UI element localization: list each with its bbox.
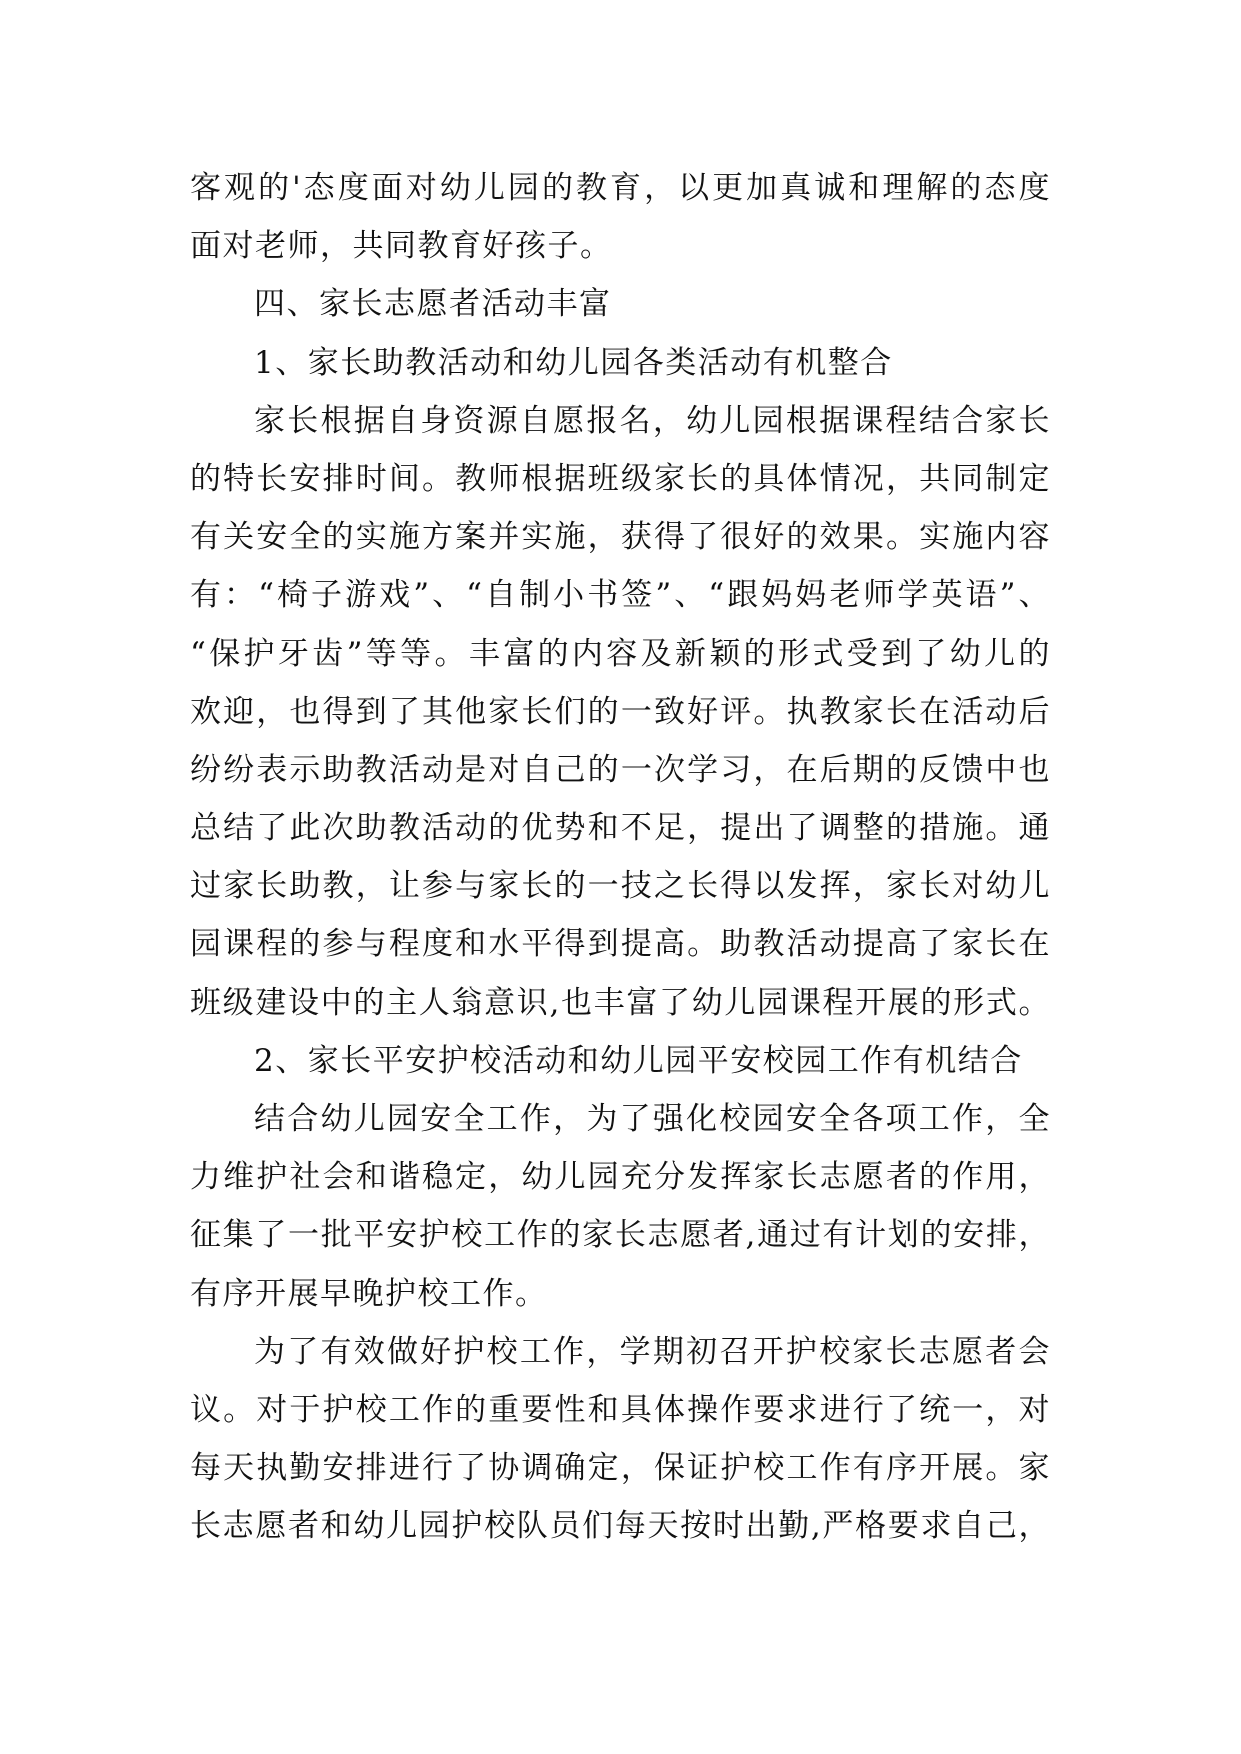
- text-line: 征集了一批平安护校工作的家长志愿者,通过有计划的安排，: [190, 1217, 1051, 1254]
- text-line: 议。对于护校工作的重要性和具体操作要求进行了统一，对: [190, 1391, 1051, 1428]
- text-line: 的特长安排时间。教师根据班级家长的具体情况，共同制定: [190, 460, 1051, 497]
- paragraph: [190, 392, 1051, 1032]
- text-line: 有序开展早晚护校工作。: [190, 1275, 548, 1312]
- text-line: 有关安全的实施方案并实施，获得了很好的效果。实施内容: [190, 519, 1051, 556]
- text-line: 长志愿者和幼儿园护校队员们每天按时出勤,严格要求自己，: [190, 1508, 1051, 1545]
- text-line: 欢迎，也得到了其他家长们的一致好评。执教家长在活动后: [190, 693, 1051, 730]
- subsection-heading: [190, 1032, 1051, 1090]
- text-line: 1、家长助教活动和幼儿园各类活动有机整合: [254, 344, 893, 381]
- text-line: 过家长助教，让参与家长的一技之长得以发挥，家长对幼儿: [190, 868, 1051, 905]
- text-line: 园课程的参与程度和水平得到提高。助教活动提高了家长在: [190, 926, 1051, 963]
- document-body: [190, 159, 1051, 1556]
- text-line: “保护牙齿”等等。丰富的内容及新颖的形式受到了幼儿的: [190, 635, 1051, 672]
- text-line: 面对老师，共同教育好孩子。: [190, 228, 613, 265]
- text-line: 结合幼儿园安全工作，为了强化校园安全各项工作，全: [254, 1101, 1051, 1137]
- text-line: 四、家长志愿者活动丰富: [254, 286, 612, 323]
- text-line: 有：“椅子游戏”、“自制小书签”、“跟妈妈老师学英语”、: [190, 577, 1051, 614]
- text-line: 家长根据自身资源自愿报名，幼儿园根据课程结合家长: [254, 402, 1051, 439]
- text-line: 每天执勤安排进行了协调确定，保证护校工作有序开展。家: [190, 1450, 1051, 1487]
- text-line: 力维护社会和谐稳定，幼儿园充分发挥家长志愿者的作用，: [190, 1159, 1051, 1196]
- section-heading: [190, 275, 1051, 333]
- text-line: 总结了此次助教活动的优势和不足，提出了调整的措施。通: [190, 810, 1051, 847]
- text-line: 2、家长平安护校活动和幼儿园平安校园工作有机结合: [254, 1042, 1023, 1079]
- paragraph: [190, 1090, 1051, 1323]
- text-line: 为了有效做好护校工作，学期初召开护校家长志愿者会: [254, 1333, 1051, 1370]
- paragraph: [190, 1323, 1051, 1556]
- text-line: 客观的'态度面对幼儿园的教育，以更加真诚和理解的态度: [190, 170, 1051, 206]
- text-line: 纷纷表示助教活动是对自己的一次学习，在后期的反馈中也: [190, 751, 1051, 788]
- subsection-heading: [190, 334, 1051, 392]
- text-line: 班级建设中的主人翁意识,也丰富了幼儿园课程开展的形式。: [190, 984, 1051, 1021]
- paragraph: [190, 159, 1051, 275]
